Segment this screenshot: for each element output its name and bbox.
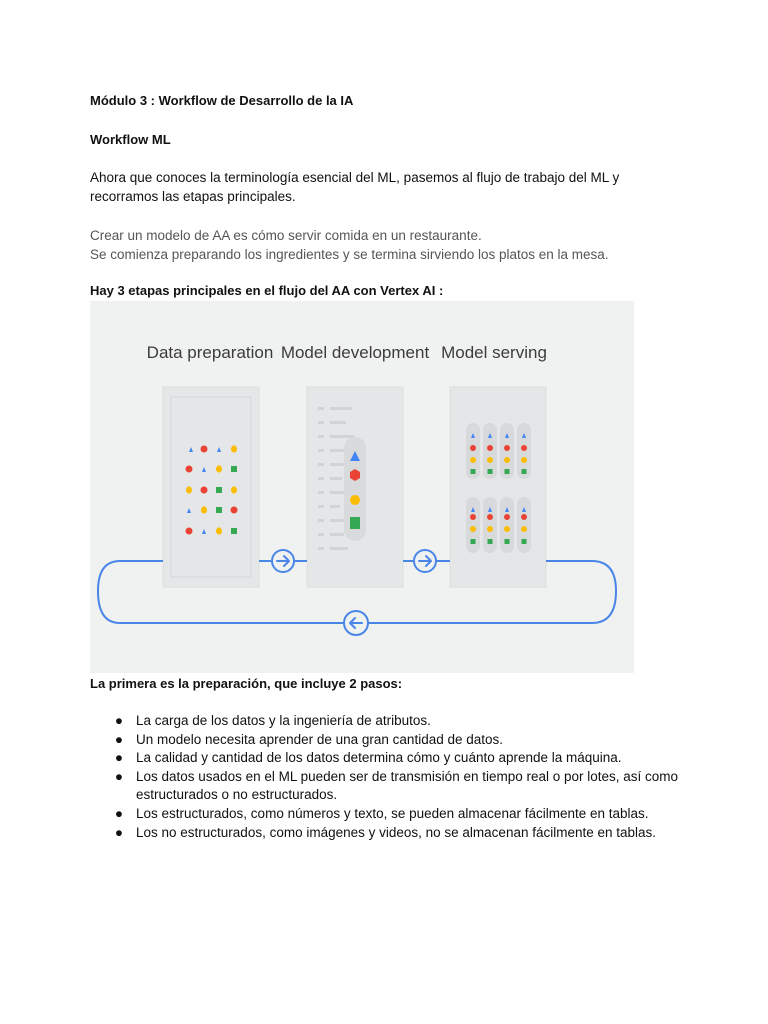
analogy-line: Crear un modelo de AA es cómo servir comida en un restaurante. (90, 228, 482, 243)
stage-label-model-development: Model development (280, 343, 430, 362)
analogy-paragraph (90, 226, 670, 264)
bullet-icon: ● (114, 824, 124, 840)
list-item (114, 731, 714, 750)
list-item-text: Los datos usados en el ML pueden ser de transmisión en tiempo real o por lotes, así como estructurados o no estructurados. (136, 768, 679, 803)
document-title: Módulo 3 : Workflow de Desarrollo de la IA (90, 93, 354, 108)
panel-data-preparation (163, 387, 259, 587)
bullet-icon: ● (114, 713, 124, 728)
stages-heading: Hay 3 etapas principales en el flujo del AA con Vertex AI : (90, 283, 444, 298)
list-item-text: Los no estructurados, como imágenes y videos, no se almacenan fácilmente en tablas. (136, 824, 657, 840)
workflow-diagram-svg (90, 301, 634, 673)
stage-label-model-serving: Model serving (441, 343, 547, 362)
analogy-line: Se comienza preparando los ingredientes y se termina sirviendo los platos en la mesa. (90, 247, 609, 262)
bullet-icon: ● (114, 731, 124, 747)
intro-paragraph: Ahora que conoces la terminología esencial del ML, pasemos al flujo de trabajo del ML y recorramos las etapas principales. (90, 170, 620, 204)
stage-label-data-preparation: Data preparation (146, 343, 274, 362)
first-stage-heading: La primera es la preparación, que incluye 2 pasos: (90, 676, 403, 691)
bullet-icon: ● (114, 805, 124, 821)
list-item-text: La carga de los datos y la ingeniería de atributos. (136, 713, 431, 728)
bullet-icon: ● (114, 750, 124, 766)
list-item-text: La calidad y cantidad de los datos determina cómo y cuánto aprende la máquina. (136, 750, 622, 766)
bullet-icon: ● (114, 768, 124, 784)
panel-model-serving (450, 387, 546, 587)
steps-list (114, 712, 714, 842)
panel-model-development (307, 387, 403, 587)
list-item (114, 805, 714, 824)
workflow-diagram (90, 301, 634, 673)
list-item-text: Los estructurados, como números y texto, se pueden almacenar fácilmente en tablas. (136, 805, 649, 821)
section-heading: Workflow ML (90, 132, 171, 147)
list-item-text: Un modelo necesita aprender de una gran cantidad de datos. (136, 731, 504, 747)
list-item (114, 749, 714, 768)
list-item (114, 824, 714, 843)
arrow-left-icon (344, 611, 368, 635)
list-item (114, 712, 714, 731)
list-item (114, 768, 714, 805)
